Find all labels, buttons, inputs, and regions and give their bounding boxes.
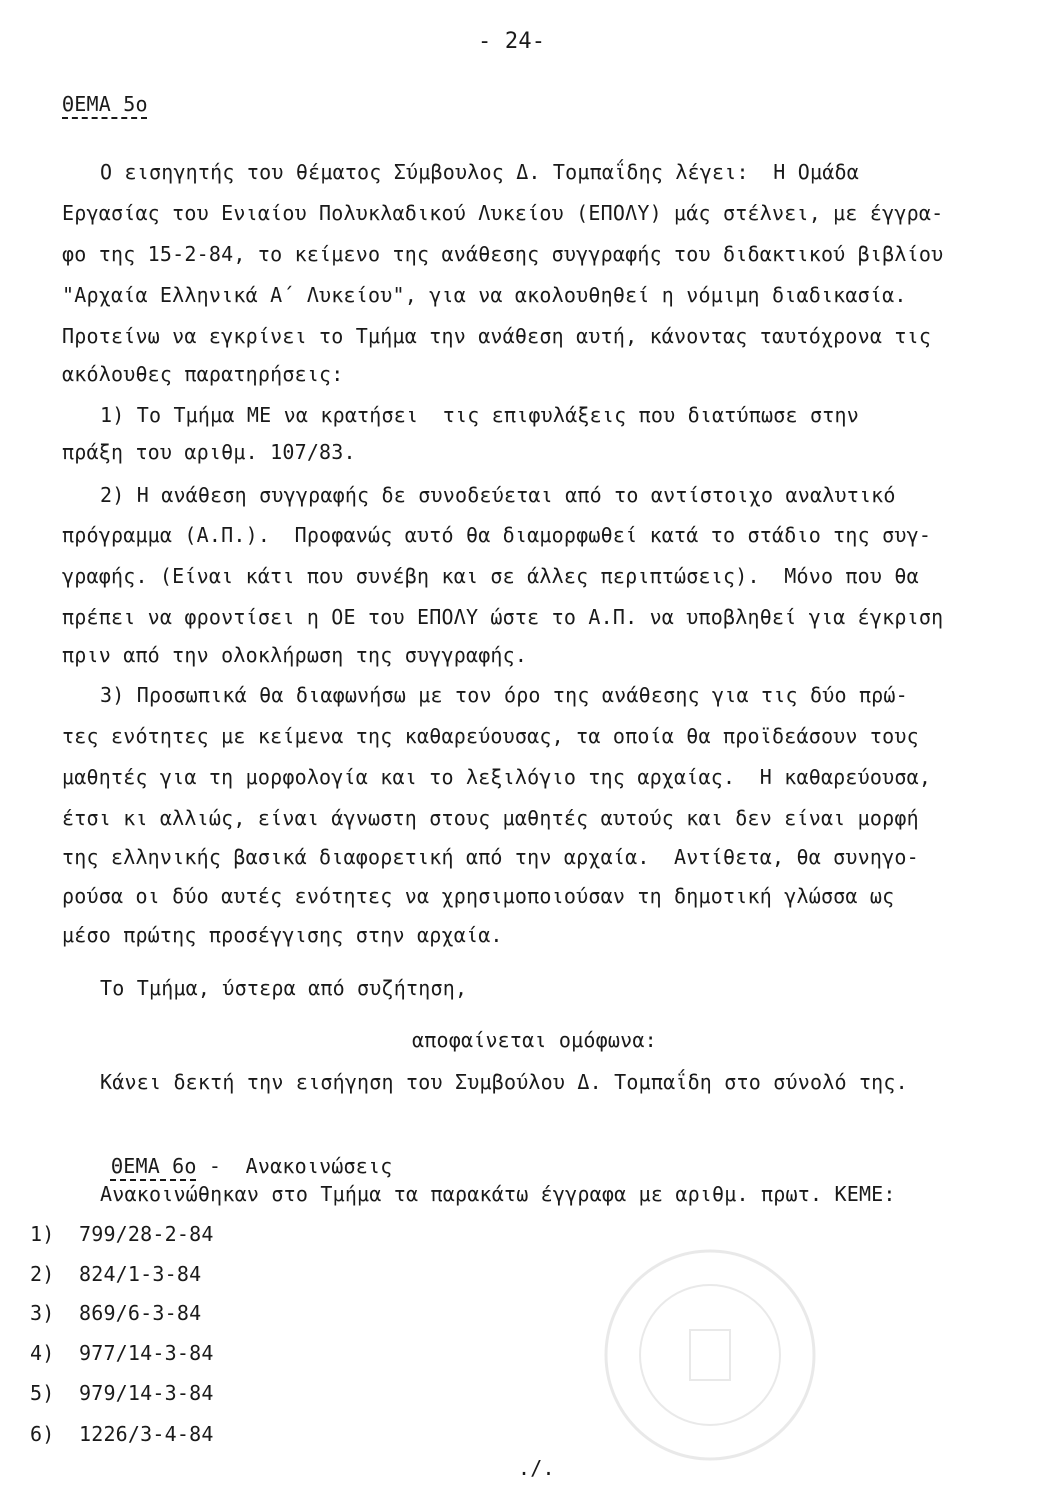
document-list-item: 2) 824/1-3-84 (30, 1262, 202, 1286)
topic5-line: Εργασίας του Ενιαίου Πολυκλαδικού Λυκείου (ΕΠΟΛΥ) μάς στέλνει, με έγγρα- (62, 201, 944, 225)
document-list-item: 3) 869/6-3-84 (30, 1301, 202, 1325)
topic5-heading: ΘΕΜΑ 5ο (62, 92, 148, 116)
topic5-decision-label: αποφαίνεται ομόφωνα: (412, 1028, 657, 1052)
topic5-discussion: Το Τμήμα, ύστερα από συζήτηση, (100, 976, 468, 1000)
topic5-line: Ο εισηγητής του θέματος Σύμβουλος Δ. Τομπαΐδης λέγει: Η Ομάδα (100, 160, 859, 184)
document-list-item: 4) 977/14-3-84 (30, 1341, 214, 1365)
document-list-item: 6) 1226/3-4-84 (30, 1422, 214, 1446)
continuation-mark: ./. (518, 1456, 555, 1480)
topic5-decision: Κάνει δεκτή την εισήγηση του Συμβούλου Δ. Τομπαΐδη στο σύνολό της. (100, 1070, 908, 1094)
topic5-line: γραφής. (Είναι κάτι που συνέβη και σε άλλες περιπτώσεις). Μόνο που θα (62, 564, 919, 588)
topic5-point-3: 3) Προσωπικά θα διαφωνήσω με τον όρο της ανάθεσης για τις δύο πρώ- (100, 683, 908, 707)
topic5-point-1: 1) Το Τμήμα ΜΕ να κρατήσει τις επιφυλάξεις που διατύπωσε στην (100, 403, 859, 427)
topic5-line: πρόγραμμα (Α.Π.). Προφανώς αυτό θα διαμορφωθεί κατά το στάδιο της συγ- (62, 523, 932, 547)
topic6-heading-title: - Ανακοινώσεις (196, 1154, 393, 1178)
document-list-item: 1) 799/28-2-84 (30, 1222, 214, 1246)
topic6-intro: Ανακοινώθηκαν στο Τμήμα τα παρακάτω έγγραφα με αριθμ. πρωτ. ΚΕΜΕ: (100, 1182, 896, 1206)
topic5-line: Προτείνω να εγκρίνει το Τμήμα την ανάθεση αυτή, κάνοντας ταυτόχρονα τις (62, 324, 932, 348)
topic5-line: πράξη του αριθμ. 107/83. (62, 440, 356, 464)
topic5-line: έτσι κι αλλιώς, είναι άγνωστη στους μαθητές αυτούς και δεν είναι μορφή (62, 806, 919, 830)
document-list-item: 5) 979/14-3-84 (30, 1381, 214, 1405)
topic5-line: "Αρχαία Ελληνικά Α΄ Λυκείου", για να ακολουθηθεί η νόμιμη διαδικασία. (62, 283, 907, 307)
topic5-line: της ελληνικής βασικά διαφορετική από την αρχαία. Αντίθετα, θα συνηγο- (62, 845, 919, 869)
topic5-line: ρούσα οι δύο αυτές ενότητες να χρησιμοποιούσαν τη δημοτική γλώσσα ως (62, 884, 895, 908)
topic6-heading: ΘΕΜΑ 6ο (110, 1154, 197, 1178)
topic5-line: πρέπει να φροντίσει η ΟΕ του ΕΠΟΛΥ ώστε το Α.Π. να υποβληθεί για έγκριση (62, 605, 944, 629)
topic5-line: μαθητές για τη μορφολογία και το λεξιλόγιο της αρχαίας. Η καθαρεύουσα, (62, 765, 932, 789)
topic5-line: ακόλουθες παρατηρήσεις: (62, 362, 344, 386)
topic5-line: μέσο πρώτης προσέγγισης στην αρχαία. (62, 923, 503, 947)
topic5-line: τες ενότητες με κείμενα της καθαρεύουσας, τα οποία θα προϊδεάσουν τους (62, 724, 919, 748)
topic5-line: φο της 15-2-84, το κείμενο της ανάθεσης συγγραφής του διδακτικού βιβλίου (62, 242, 944, 266)
official-stamp (600, 1245, 820, 1465)
topic5-line: πριν από την ολοκλήρωση της συγγραφής. (62, 643, 528, 667)
topic5-point-2: 2) Η ανάθεση συγγραφής δε συνοδεύεται από το αντίστοιχο αναλυτικό (100, 483, 896, 507)
page-number: - 24- (478, 29, 546, 54)
